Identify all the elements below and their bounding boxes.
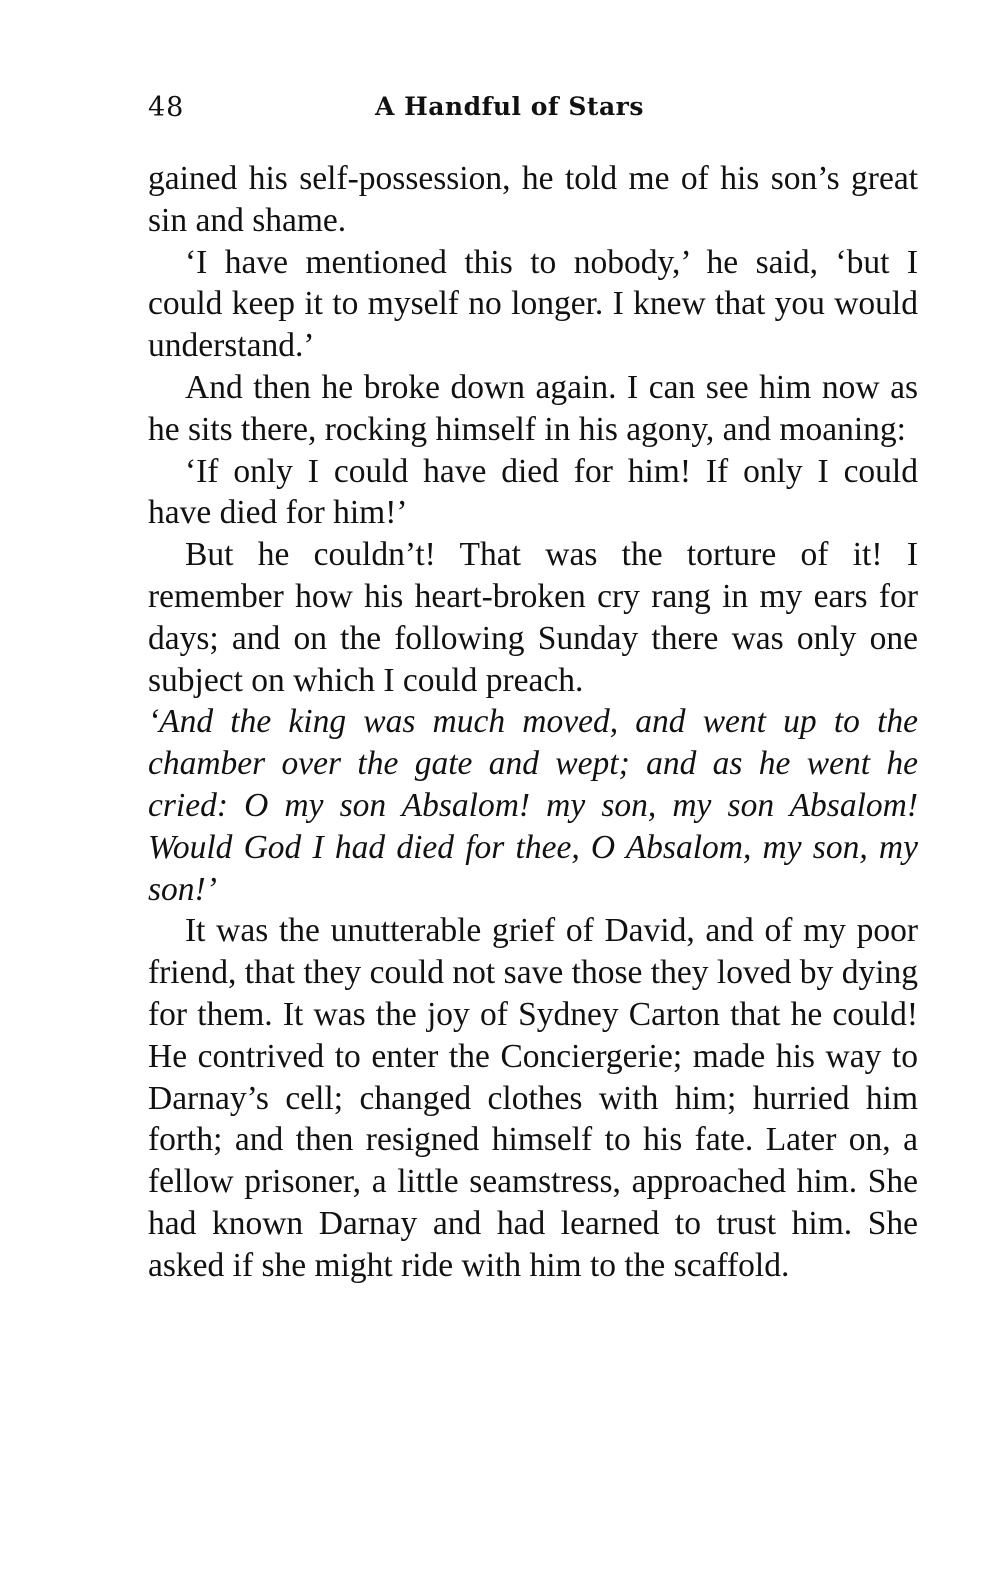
running-title: A Handful of Stars bbox=[375, 92, 644, 121]
page-header bbox=[148, 92, 918, 132]
body-text bbox=[148, 158, 918, 1287]
paragraph: And then he broke down again. I can see him now as he sits there, rocking himself in his agony, and moaning: bbox=[148, 368, 918, 448]
paragraph-continuation: gained his self-possession, he told me of his son’s great sin and shame. bbox=[148, 160, 918, 239]
paragraph: It was the unutterable grief of David, and of my poor friend, that they could not save those they loved by dying for them. It was the joy of Sydney Carton that he could! He contrived to enter the Conciergerie; made his way to Darnay’s cell; changed clothes with him; hurried him forth; and then resigned himself to his fate. Later on, a fellow prisoner, a little seamstress, approached him. She had known Darnay and had learned to trust him. She asked if she might ride with him to the scaffold. bbox=[148, 912, 918, 1284]
paragraph: But he couldn’t! That was the torture of it! I remember how his heart-broken cry rang in my ears for days; and on the following Sunday there was only one subject on which I could preach. bbox=[148, 536, 918, 699]
paragraph: ‘I have mentioned this to nobody,’ he said, ‘but I could keep it to myself no longer. I knew that you would understand.’ bbox=[148, 243, 918, 365]
paragraph: ‘If only I could have died for him! If only I could have died for him!’ bbox=[148, 452, 918, 532]
page-number: 48 bbox=[148, 92, 185, 123]
scripture-quotation: ‘And the king was much moved, and went up to the chamber over the gate and wept; and as he went he cried: O my son Absalom! my son, my son Absalom! Would God I had died for thee, O Absalom, my son, my son!’ bbox=[148, 703, 918, 908]
